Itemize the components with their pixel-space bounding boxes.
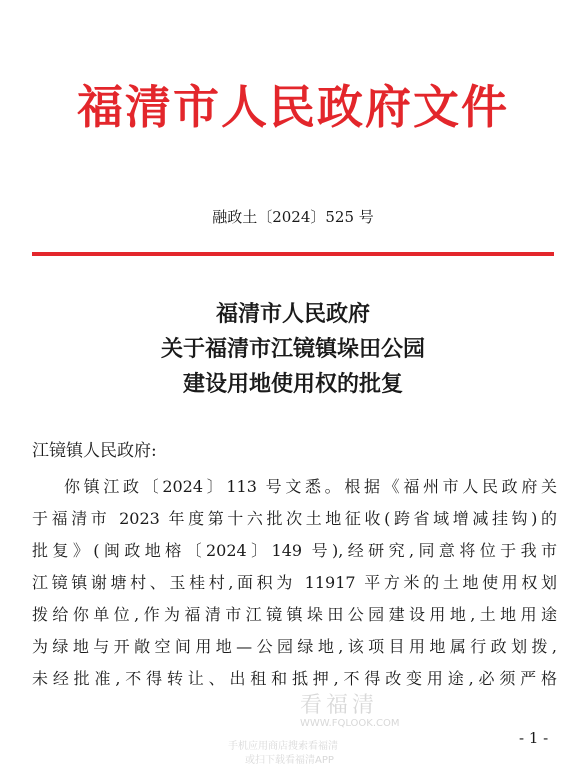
body-line: 于福清市 2023 年度第十六批次土地征收(跨省域增减挂钩)的 — [32, 509, 557, 528]
page-number: - 1 - — [519, 729, 549, 747]
body-line: 未经批准,不得转让、出租和抵押,不得改变用途,必须严格 — [32, 669, 557, 688]
body-line: 批复》(闽政地榕〔2024〕149 号),经研究,同意将位于我市 — [32, 541, 557, 560]
watermark-logo: 看福清 — [300, 693, 379, 718]
watermark-url: WWW.FQLOOK.COM — [300, 718, 400, 729]
document-body — [32, 471, 557, 695]
body-line: 江镜镇谢塘村、玉桂村,面积为 11917 平方米的土地使用权划 — [32, 573, 557, 592]
watermark-app-text: 手机应用商店搜索看福清 — [228, 741, 338, 752]
title-line: 关于福清市江镜镇垛田公园 — [160, 336, 425, 362]
document-number: 融政土〔2024〕525 号 — [212, 208, 374, 226]
body-line: 为绿地与开敞空间用地—公园绿地,该项目用地属行政划拨, — [32, 637, 557, 656]
document-masthead: 福清市人民政府文件 — [77, 80, 509, 134]
body-line: 拨给你单位,作为福清市江镜镇垛田公园建设用地,土地用途 — [32, 605, 557, 624]
document-title — [0, 297, 586, 402]
title-line: 福清市人民政府 — [215, 301, 370, 327]
title-line: 建设用地使用权的批复 — [182, 371, 403, 397]
red-separator-line — [32, 252, 554, 256]
watermark-app-text: 或扫下载看福清APP — [245, 755, 334, 766]
body-line: 你镇江政〔2024〕113 号文悉。根据《福州市人民政府关 — [64, 477, 557, 496]
addressee: 江镜镇人民政府: — [32, 441, 157, 461]
